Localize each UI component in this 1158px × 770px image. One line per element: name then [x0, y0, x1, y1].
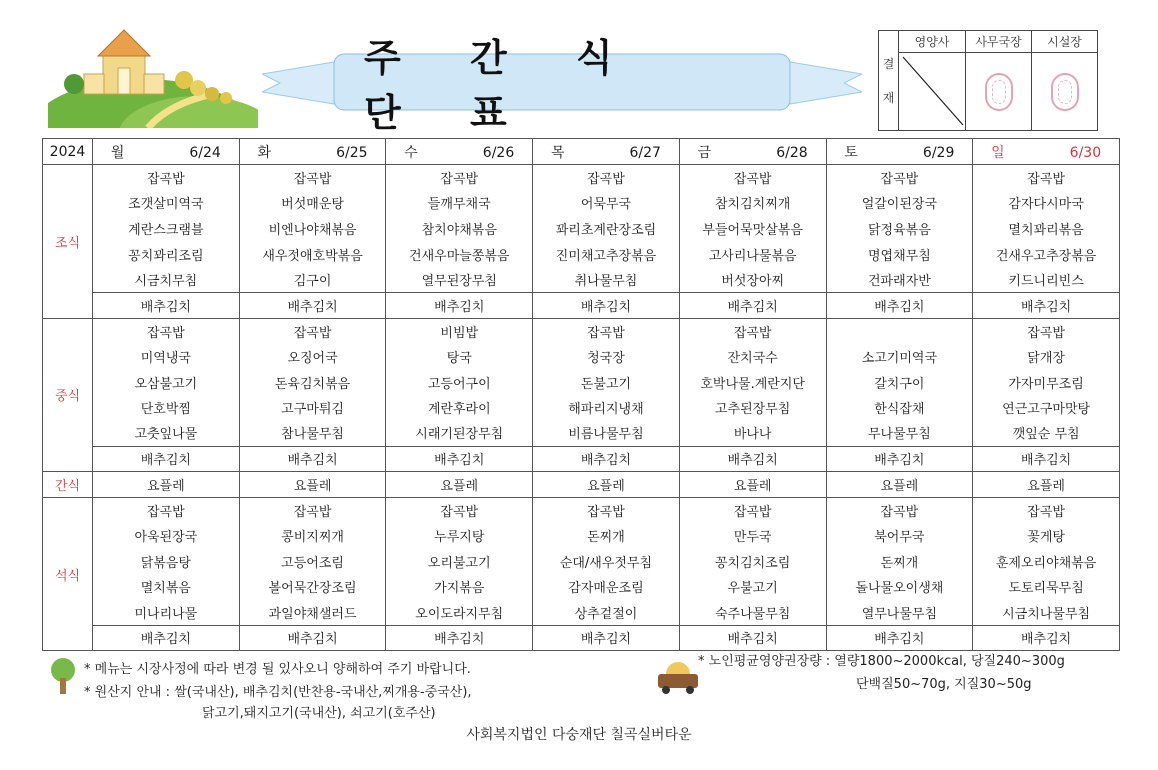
menu-item-cell: 단호박찜	[93, 395, 240, 421]
menu-item-cell: 취나물무침	[533, 267, 680, 293]
menu-item-cell: 배추김치	[826, 625, 973, 651]
menu-item-cell: 고등어조림	[239, 548, 386, 574]
menu-item-cell: 누루지탕	[386, 523, 533, 549]
menu-item-cell: 시금치나물무침	[973, 600, 1120, 626]
menu-item-cell: 아욱된장국	[93, 523, 240, 549]
menu-item-cell: 소고기미역국	[826, 344, 973, 370]
menu-item-cell: 잡곡밥	[679, 165, 826, 191]
menu-item-cell: 배추김치	[93, 292, 240, 318]
menu-item-cell: 건새우마늘쫑볶음	[386, 241, 533, 267]
menu-item-cell: 어묵무국	[533, 190, 680, 216]
menu-item-cell: 잡곡밥	[679, 318, 826, 344]
menu-item-cell: 들깨무채국	[386, 190, 533, 216]
menu-item-cell: 감자다시마국	[973, 190, 1120, 216]
day-header-thu: 목 6/27	[533, 139, 680, 165]
menu-item-cell: 참치김치찌개	[679, 190, 826, 216]
menu-item-cell: 탕국	[386, 344, 533, 370]
menu-item-cell: 고구마튀김	[239, 395, 386, 421]
menu-item-cell: 닭개장	[973, 344, 1120, 370]
menu-item-cell: 키드니리빈스	[973, 267, 1120, 293]
table-row	[43, 165, 1120, 191]
tree-illustration	[44, 656, 82, 696]
menu-item-cell: 배추김치	[386, 625, 533, 651]
approval-label: 결 재	[879, 31, 899, 131]
menu-item-cell: 잡곡밥	[533, 165, 680, 191]
menu-item-cell: 잡곡밥	[93, 318, 240, 344]
menu-item-cell: 배추김치	[826, 446, 973, 472]
menu-item-cell: 꽁치김치조림	[679, 548, 826, 574]
menu-item-cell: 미역냉국	[93, 344, 240, 370]
menu-item-cell: 가자미무조림	[973, 369, 1120, 395]
nutrition-text-line1: * 노인평균영양권장량 : 열량1800~2000kcal, 당질240~300g	[698, 654, 1065, 669]
table-row	[43, 625, 1120, 651]
menu-item-cell: 비름나물무침	[533, 420, 680, 446]
menu-item-cell: 볼어묵간장조림	[239, 574, 386, 600]
menu-item-cell: 잡곡밥	[386, 497, 533, 523]
table-row	[43, 190, 1120, 216]
table-row	[43, 344, 1120, 370]
menu-item-cell: 훈제오리야채볶음	[973, 548, 1120, 574]
menu-item-cell: 배추김치	[93, 446, 240, 472]
seal-stamp	[1051, 73, 1079, 111]
seal-stamp	[985, 73, 1013, 111]
menu-item-cell: 얼갈이된장국	[826, 190, 973, 216]
origin-text-line1: * 원산지 안내 : 쌀(국내산), 배추김치(반찬용-국내산,찌개용-중국산),	[84, 685, 472, 700]
approval-role-office-manager: 사무국장	[966, 31, 1032, 53]
menu-item-cell: 꽁치꽈리조림	[93, 241, 240, 267]
menu-item-cell: 멸치꽈리볶음	[973, 216, 1120, 242]
meal-label: 석식	[43, 497, 93, 651]
menu-item-cell: 꽈리초계란장조림	[533, 216, 680, 242]
menu-item-cell: 버섯매운탕	[239, 190, 386, 216]
menu-item-cell: 오징어국	[239, 344, 386, 370]
table-row	[43, 420, 1120, 446]
menu-item-cell: 참나물무침	[239, 420, 386, 446]
menu-item-cell: 바나나	[679, 420, 826, 446]
menu-item-cell: 배추김치	[386, 292, 533, 318]
menu-item-cell: 건새우고추장볶음	[973, 241, 1120, 267]
meal-label: 조식	[43, 165, 93, 319]
menu-item-cell: 잡곡밥	[826, 497, 973, 523]
menu-item-cell: 잡곡밥	[533, 497, 680, 523]
menu-item-cell: 배추김치	[386, 446, 533, 472]
menu-item-cell: 깻잎순 무침	[973, 420, 1120, 446]
menu-item-cell: 숙주나물무침	[679, 600, 826, 626]
menu-item-cell: 잔치국수	[679, 344, 826, 370]
table-header-row	[43, 139, 1120, 165]
meal-label: 중식	[43, 318, 93, 472]
day-header-fri: 금 6/28	[679, 139, 826, 165]
menu-item-cell: 가지볶음	[386, 574, 533, 600]
table-row	[43, 395, 1120, 421]
menu-item-cell: 돈찌개	[533, 523, 680, 549]
table-row	[43, 267, 1120, 293]
menu-item-cell: 요플레	[239, 472, 386, 498]
menu-item-cell: 배추김치	[973, 625, 1120, 651]
menu-item-cell: 배추김치	[239, 446, 386, 472]
menu-item-cell: 배추김치	[973, 446, 1120, 472]
bus-illustration	[652, 660, 704, 696]
notice-text: * 메뉴는 시장사정에 따라 변경 될 있사오니 양해하여 주기 바랍니다.	[84, 662, 471, 677]
menu-item-cell: 새우젓애호박볶음	[239, 241, 386, 267]
day-header-mon: 월 6/24	[93, 139, 240, 165]
menu-item-cell: 닭볶음탕	[93, 548, 240, 574]
menu-item-cell: 계란후라이	[386, 395, 533, 421]
approval-role-director: 시설장	[1032, 31, 1098, 53]
menu-item-cell: 요플레	[533, 472, 680, 498]
meal-label: 간식	[43, 472, 93, 498]
menu-item-cell: 과일야채샐러드	[239, 600, 386, 626]
menu-item-cell: 잡곡밥	[239, 497, 386, 523]
year-cell: 2024	[43, 139, 93, 165]
menu-item-cell: 멸치볶음	[93, 574, 240, 600]
signature-slash	[899, 53, 965, 127]
menu-item-cell: 부들어묵맛살볶음	[679, 216, 826, 242]
menu-item-cell	[826, 318, 973, 344]
menu-item-cell: 잡곡밥	[239, 165, 386, 191]
menu-item-cell: 시래기된장무침	[386, 420, 533, 446]
table-row	[43, 523, 1120, 549]
menu-item-cell: 배추김치	[679, 446, 826, 472]
menu-item-cell: 요플레	[93, 472, 240, 498]
menu-item-cell: 상추겉절이	[533, 600, 680, 626]
menu-item-cell: 청국장	[533, 344, 680, 370]
menu-item-cell: 배추김치	[533, 446, 680, 472]
menu-item-cell: 돈육김치볶음	[239, 369, 386, 395]
menu-item-cell: 잡곡밥	[826, 165, 973, 191]
approval-signature-nutritionist	[899, 53, 966, 131]
menu-item-cell: 콩비지찌개	[239, 523, 386, 549]
menu-item-cell: 잡곡밥	[93, 497, 240, 523]
menu-item-cell: 잡곡밥	[679, 497, 826, 523]
table-row	[43, 574, 1120, 600]
menu-item-cell: 고춧잎나물	[93, 420, 240, 446]
menu-item-cell: 미나리나물	[93, 600, 240, 626]
menu-item-cell: 닭정육볶음	[826, 216, 973, 242]
menu-item-cell: 요플레	[679, 472, 826, 498]
menu-item-cell: 감자매운조림	[533, 574, 680, 600]
menu-item-cell: 고등어구이	[386, 369, 533, 395]
menu-item-cell: 한식잡채	[826, 395, 973, 421]
menu-item-cell: 돈찌개	[826, 548, 973, 574]
menu-item-cell: 배추김치	[533, 625, 680, 651]
table-row	[43, 446, 1120, 472]
menu-item-cell: 순대/새우젓무침	[533, 548, 680, 574]
menu-item-cell: 잡곡밥	[973, 497, 1120, 523]
approval-box	[878, 30, 1098, 131]
table-row	[43, 241, 1120, 267]
menu-item-cell: 배추김치	[93, 625, 240, 651]
table-row	[43, 472, 1120, 498]
menu-item-cell: 버섯장아찌	[679, 267, 826, 293]
day-header-sun: 일 6/30	[973, 139, 1120, 165]
menu-item-cell: 배추김치	[239, 625, 386, 651]
menu-item-cell: 배추김치	[239, 292, 386, 318]
menu-item-cell: 진미채고추장볶음	[533, 241, 680, 267]
menu-item-cell: 무나물무침	[826, 420, 973, 446]
menu-item-cell: 배추김치	[679, 625, 826, 651]
menu-item-cell: 잡곡밥	[239, 318, 386, 344]
menu-item-cell: 고사리나물볶음	[679, 241, 826, 267]
menu-item-cell: 잡곡밥	[93, 165, 240, 191]
nutrition-text-line2: 단백질50~70g, 지질30~50g	[856, 677, 1032, 692]
menu-item-cell: 시금치무침	[93, 267, 240, 293]
menu-item-cell: 만두국	[679, 523, 826, 549]
menu-item-cell: 연근고구마맛탕	[973, 395, 1120, 421]
menu-item-cell: 돈불고기	[533, 369, 680, 395]
menu-item-cell: 도토리묵무침	[973, 574, 1120, 600]
menu-item-cell: 오삼불고기	[93, 369, 240, 395]
menu-item-cell: 잡곡밥	[973, 165, 1120, 191]
menu-item-cell: 열무된장무침	[386, 267, 533, 293]
weekly-menu-table	[42, 138, 1120, 651]
menu-item-cell: 갈치구이	[826, 369, 973, 395]
menu-item-cell: 요플레	[386, 472, 533, 498]
menu-item-cell: 북어무국	[826, 523, 973, 549]
menu-item-cell: 돌나물오이생채	[826, 574, 973, 600]
menu-item-cell: 해파리지냉채	[533, 395, 680, 421]
day-header-wed: 수 6/26	[386, 139, 533, 165]
table-row	[43, 292, 1120, 318]
menu-item-cell: 우불고기	[679, 574, 826, 600]
day-header-tue: 화 6/25	[239, 139, 386, 165]
organization-name: 사회복지법인 다숭재단 칠곡실버타운	[466, 727, 692, 743]
page-title: 주 간 식 단 표	[364, 36, 641, 135]
menu-item-cell: 오리불고기	[386, 548, 533, 574]
menu-item-cell: 배추김치	[973, 292, 1120, 318]
table-row	[43, 600, 1120, 626]
table-row	[43, 548, 1120, 574]
menu-item-cell: 호박나물.계란지단	[679, 369, 826, 395]
table-row	[43, 318, 1120, 344]
menu-item-cell: 배추김치	[679, 292, 826, 318]
menu-item-cell: 고추된장무침	[679, 395, 826, 421]
menu-item-cell: 참치야채볶음	[386, 216, 533, 242]
menu-item-cell: 꽃게탕	[973, 523, 1120, 549]
menu-item-cell: 오이도라지무침	[386, 600, 533, 626]
menu-item-cell: 요플레	[973, 472, 1120, 498]
table-row	[43, 369, 1120, 395]
menu-item-cell: 명엽채무침	[826, 241, 973, 267]
table-row	[43, 497, 1120, 523]
menu-item-cell: 배추김치	[826, 292, 973, 318]
menu-item-cell: 건파래자반	[826, 267, 973, 293]
menu-item-cell: 잡곡밥	[386, 165, 533, 191]
menu-item-cell: 비빔밥	[386, 318, 533, 344]
table-row	[43, 216, 1120, 242]
menu-item-cell: 열무나물무침	[826, 600, 973, 626]
menu-item-cell: 비엔나야채볶음	[239, 216, 386, 242]
menu-item-cell: 요플레	[826, 472, 973, 498]
menu-item-cell: 잡곡밥	[973, 318, 1120, 344]
menu-item-cell: 김구이	[239, 267, 386, 293]
menu-item-cell: 잡곡밥	[533, 318, 680, 344]
approval-signature-office-manager	[966, 53, 1032, 131]
menu-item-cell: 계란스크램블	[93, 216, 240, 242]
approval-role-nutritionist: 영양사	[899, 31, 966, 53]
menu-item-cell: 배추김치	[533, 292, 680, 318]
day-header-sat: 토 6/29	[826, 139, 973, 165]
origin-text-line2: 닭고기,돼지고기(국내산), 쇠고기(호주산)	[202, 706, 436, 721]
menu-body	[43, 165, 1120, 651]
house-on-hill-illustration	[48, 24, 258, 128]
approval-signature-director	[1032, 53, 1098, 131]
menu-item-cell: 조갯살미역국	[93, 190, 240, 216]
